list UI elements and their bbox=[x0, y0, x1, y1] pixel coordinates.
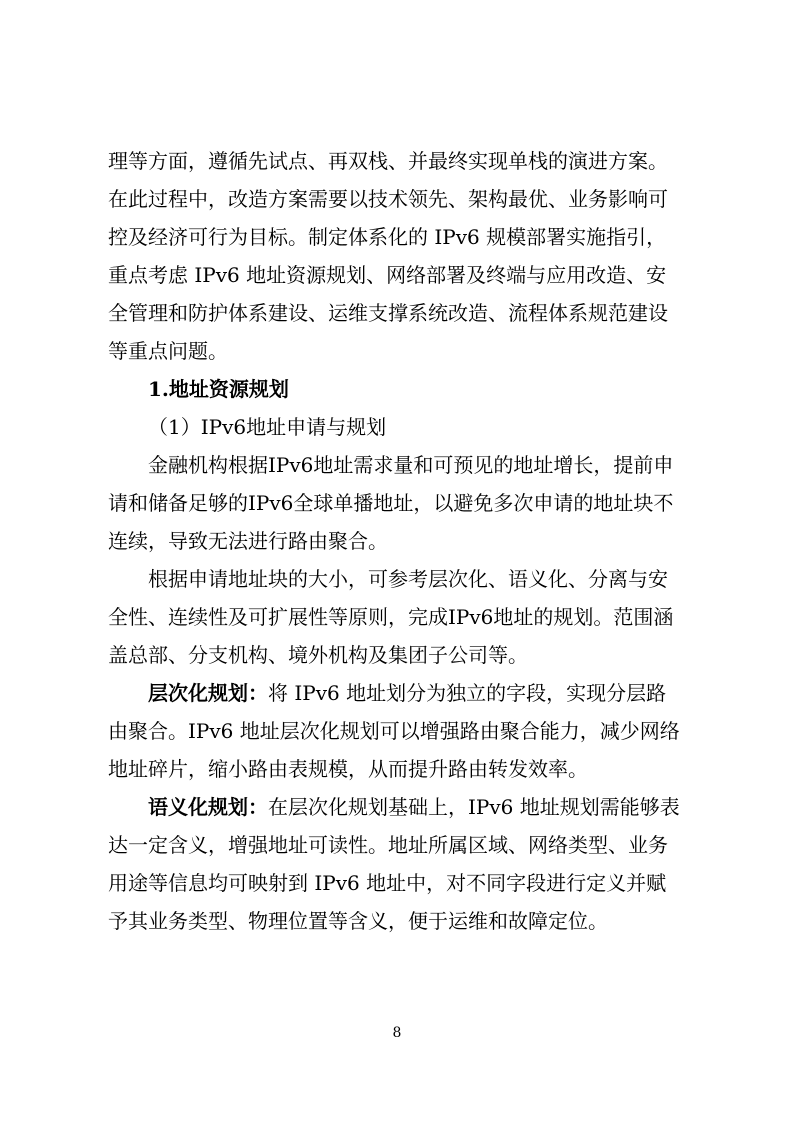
body-text-line: 重点考虑 IPv6 地址资源规划、网络部署及终端与应用改造、安 bbox=[108, 263, 667, 287]
body-text-line: 理等方面，遵循先试点、再双栈、并最终实现单栈的演进方案。 bbox=[108, 149, 668, 173]
subsection-heading: （1）IPv6地址申请与规划 bbox=[148, 415, 387, 439]
body-text-line: 全管理和防护体系建设、运维支撑系统改造、流程体系规范建设 bbox=[108, 301, 668, 325]
body-text-line: 予其业务类型、物理位置等含义，便于运维和故障定位。 bbox=[108, 909, 608, 933]
body-text-line bbox=[148, 680, 666, 706]
body-text-span: 将 IPv6 地址划分为独立的字段，实现分层路 bbox=[268, 681, 667, 705]
body-text-line: 在此过程中，改造方案需要以技术领先、架构最优、业务影响可 bbox=[108, 187, 668, 211]
body-text-span: 在层次化规划基础上，IPv6 地址规划需能够表 bbox=[268, 795, 680, 819]
body-text-line: 根据申请地址块的大小，可参考层次化、语义化、分离与安 bbox=[148, 567, 668, 591]
body-text-line: 达一定含义，增强地址可读性。地址所属区域、网络类型、业务 bbox=[108, 833, 668, 857]
body-text-line: 金融机构根据IPv6地址需求量和可预见的地址增长，提前申 bbox=[148, 453, 674, 477]
page-number: 8 bbox=[392, 1025, 402, 1041]
body-text-line: 请和储备足够的IPv6全球单播地址，以避免多次申请的地址块不 bbox=[108, 491, 674, 515]
body-text-line: 等重点问题。 bbox=[108, 339, 228, 363]
body-text-line: 控及经济可行为目标。制定体系化的 IPv6 规模部署实施指引， bbox=[108, 225, 667, 249]
body-text-line bbox=[148, 794, 680, 820]
section-heading: 1.地址资源规划 bbox=[148, 377, 289, 401]
body-text-line: 连续，导致无法进行路由聚合。 bbox=[108, 529, 388, 553]
term-label: 语义化规划： bbox=[148, 795, 268, 819]
body-text-line: 由聚合。IPv6 地址层次化规划可以增强路由聚合能力，减少网络 bbox=[108, 719, 680, 743]
body-text-line: 用途等信息均可映射到 IPv6 地址中，对不同字段进行定义并赋 bbox=[108, 871, 667, 895]
body-text-line: 盖总部、分支机构、境外机构及集团子公司等。 bbox=[108, 643, 528, 667]
body-text-line: 全性、连续性及可扩展性等原则，完成IPv6地址的规划。范围涵 bbox=[108, 605, 674, 629]
term-label: 层次化规划： bbox=[148, 681, 268, 705]
body-text-line: 地址碎片，缩小路由表规模，从而提升路由转发效率。 bbox=[108, 757, 588, 781]
